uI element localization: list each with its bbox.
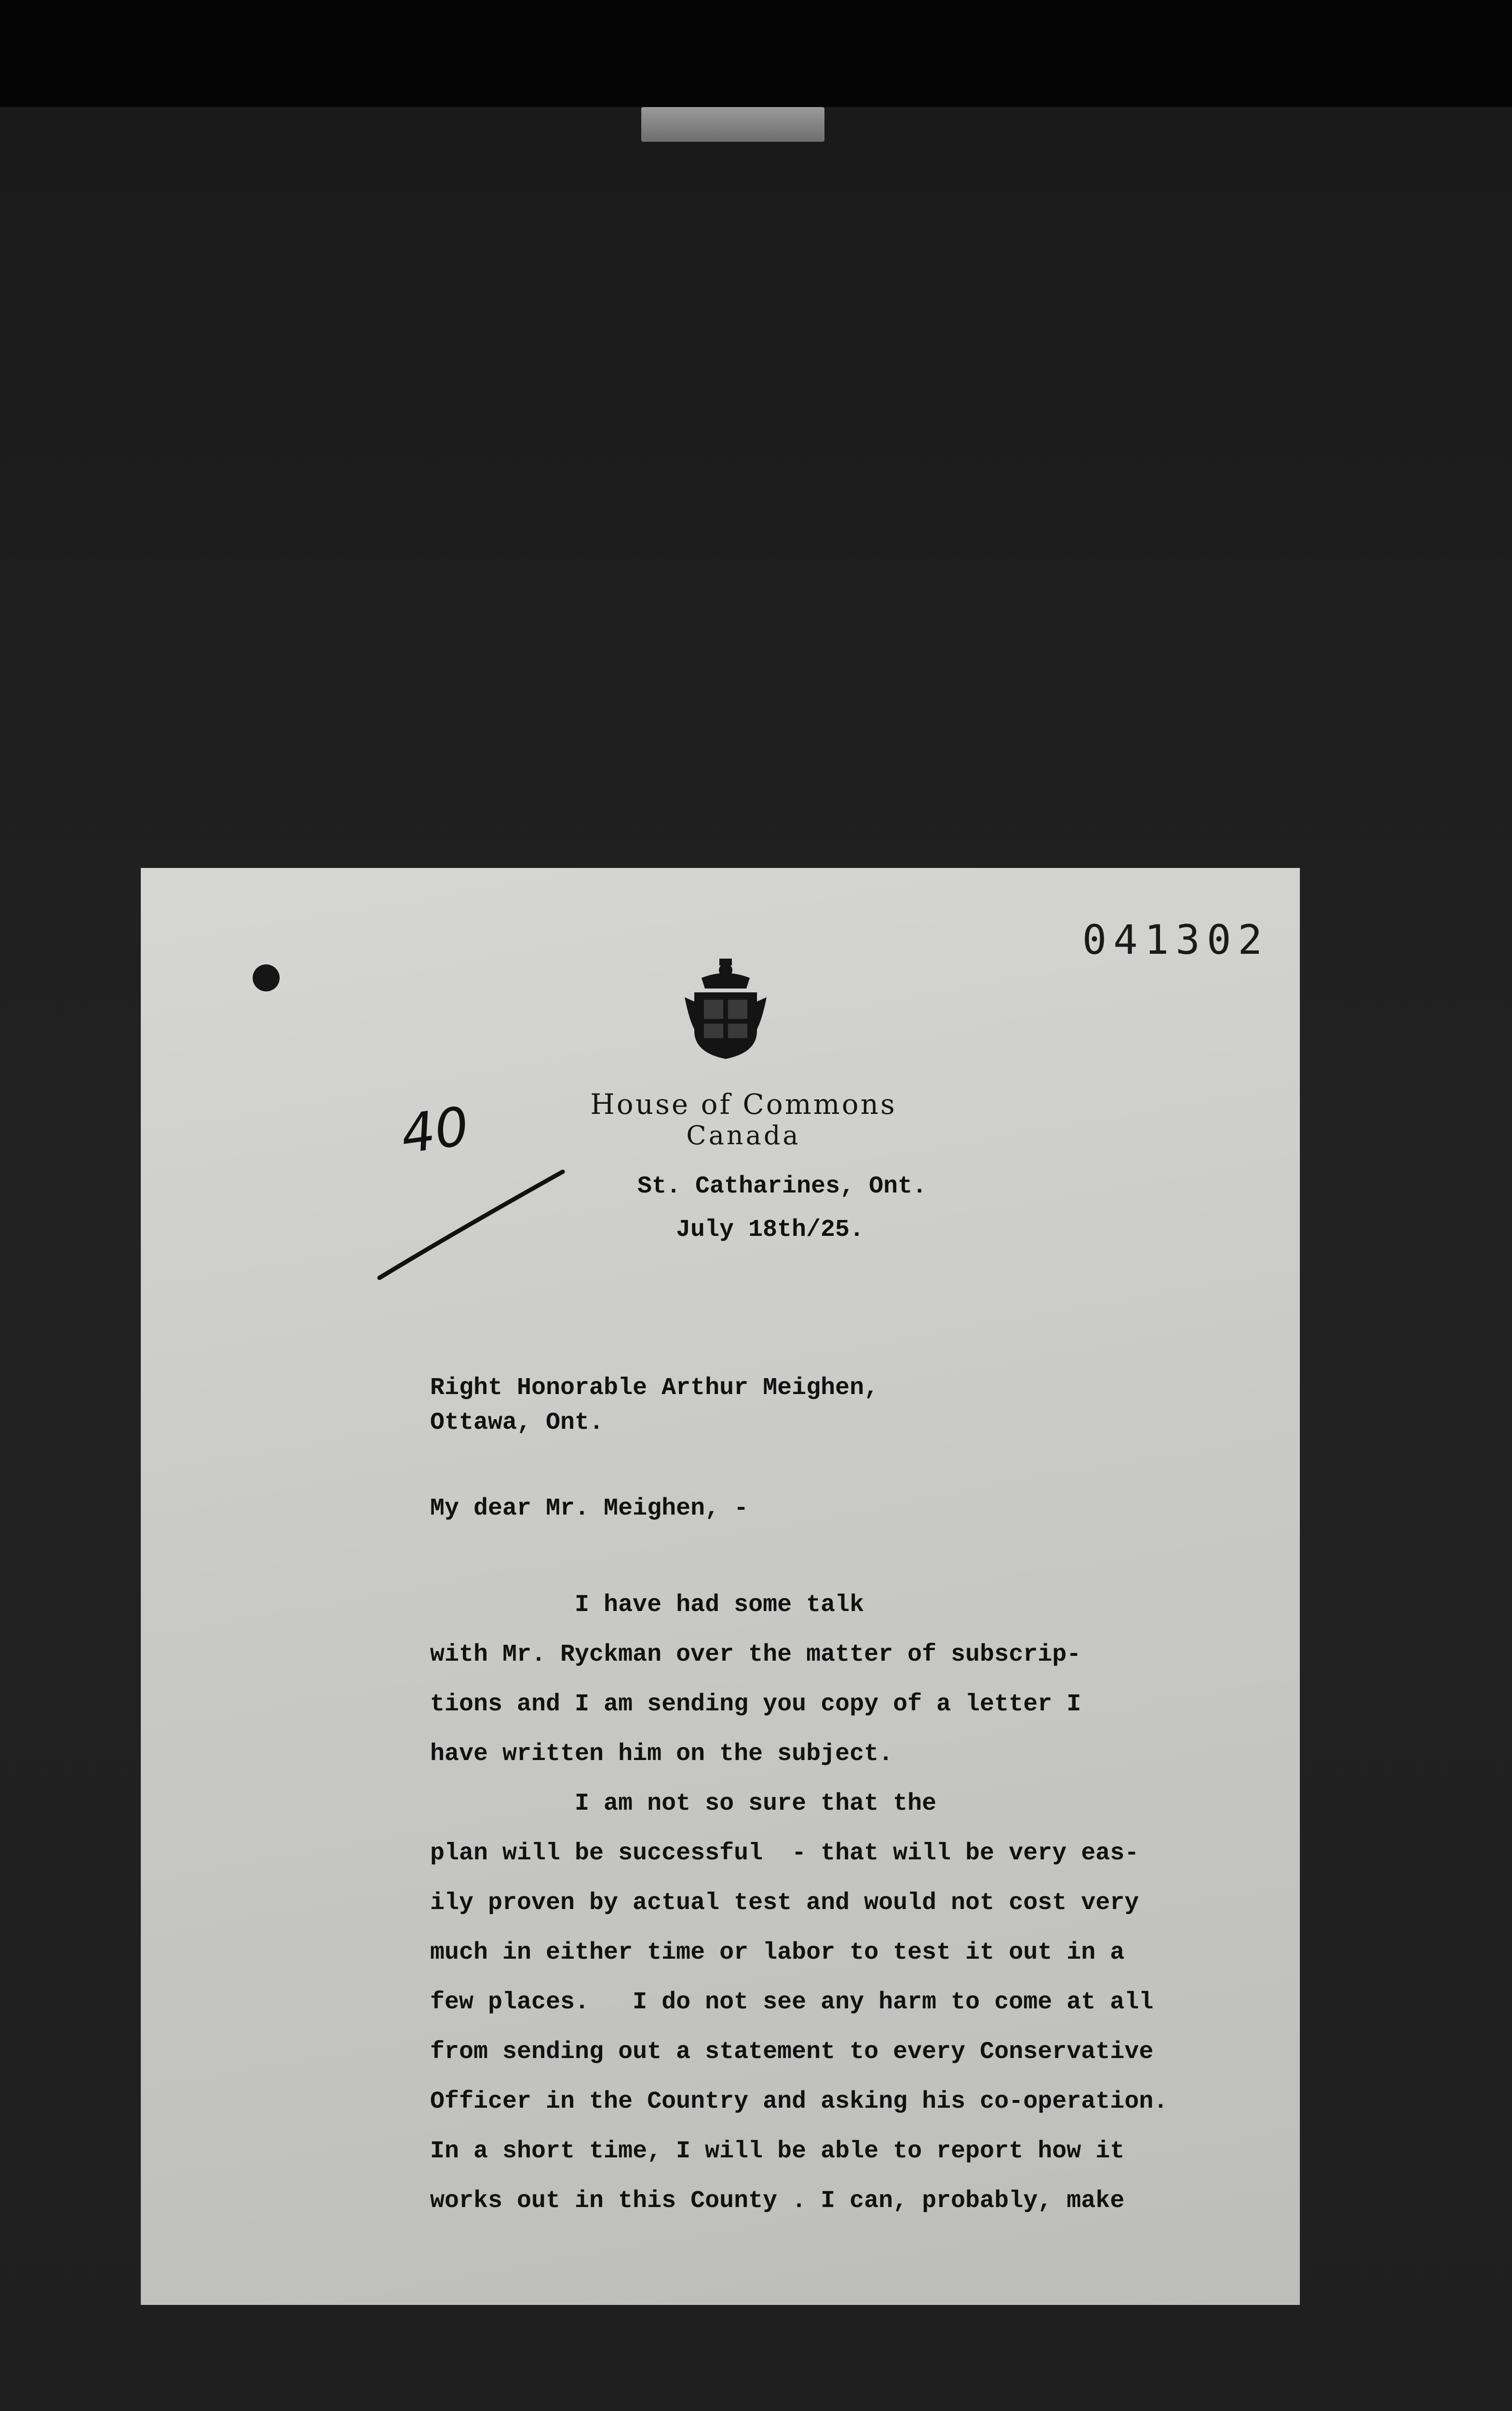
recipient-city: Ottawa, Ont. (430, 1409, 604, 1436)
archive-number-stamp: 041302 (1082, 916, 1269, 963)
letterhead-canada: Canada (686, 1120, 801, 1151)
body-line: much in either time or labor to test it out in a (430, 1939, 1125, 1966)
body-line: with Mr. Ryckman over the matter of subscrip- (430, 1641, 1081, 1668)
letter-place: St. Catharines, Ont. (637, 1173, 927, 1200)
body-line: I have had some talk (430, 1591, 864, 1619)
handwritten-number: 40 (397, 1095, 473, 1166)
body-line: few places. I do not see any harm to come at all (430, 1989, 1154, 2016)
body-line: In a short time, I will be able to report how it (430, 2138, 1125, 2165)
body-line: from sending out a statement to every Conservative (430, 2038, 1154, 2066)
salutation: My dear Mr. Meighen, - (430, 1495, 749, 1522)
letter-date: July 18th/25. (676, 1216, 864, 1244)
film-tab (641, 107, 824, 142)
recipient-name: Right Honorable Arthur Meighen, (430, 1374, 879, 1402)
body-line: works out in this County . I can, probably, make (430, 2187, 1125, 2215)
body-line: Officer in the Country and asking his co-operation. (430, 2088, 1168, 2115)
body-line: I am not so sure that the (430, 1790, 937, 1817)
body-line: tions and I am sending you copy of a letter I (430, 1691, 1081, 1718)
body-line: have written him on the subject. (430, 1740, 893, 1768)
letter-page (141, 868, 1300, 2305)
microfilm-top-band (0, 0, 1512, 107)
crest-icon (685, 959, 767, 1060)
punch-hole (253, 964, 280, 991)
letterhead-house: House of Commons (590, 1088, 897, 1121)
body-line: plan will be successful - that will be very eas- (430, 1840, 1139, 1867)
body-line: ily proven by actual test and would not cost very (430, 1889, 1139, 1917)
handwritten-note (266, 1095, 594, 1292)
handwritten-stroke (266, 1099, 594, 1292)
